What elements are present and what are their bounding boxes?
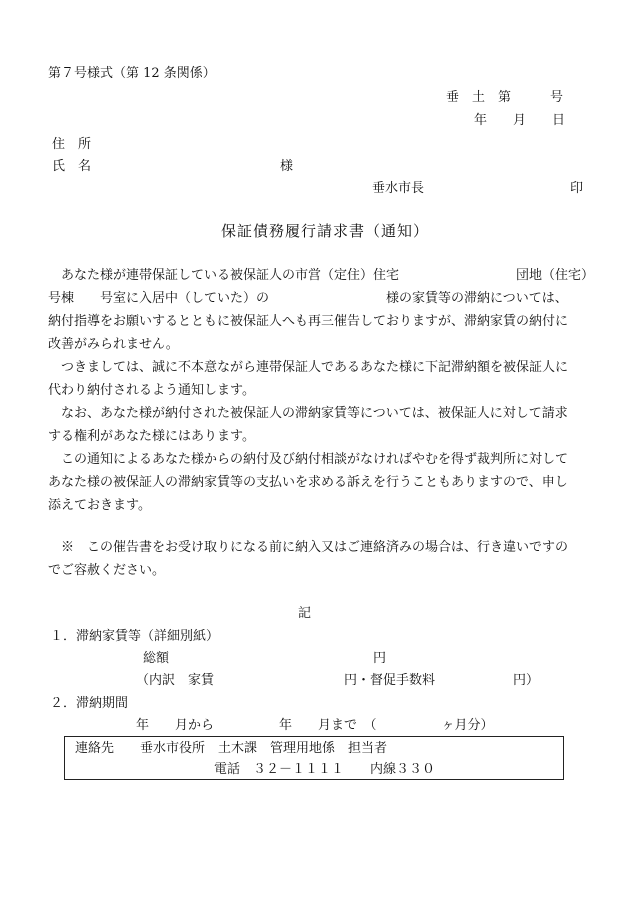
body-line: 改善がみられません。 — [48, 337, 179, 352]
form-number: 第７号様式（第 12 条関係） — [48, 66, 216, 81]
body-line: なお、あなた様が納付された被保証人の滞納家賃等については、被保証人に対して請求 — [48, 406, 568, 421]
body-line: あなた様が連帯保証している被保証人の市営（定住）住宅 団地（住宅） — [48, 268, 595, 283]
body-line: する権利があなた様にはあります。 — [48, 429, 255, 444]
item-period: ２．滞納期間 — [50, 696, 129, 711]
honorific-sama: 様 — [280, 159, 294, 174]
document-title: 保証債務履行請求書（通知） — [221, 222, 430, 240]
body-line: 代わり納付されるよう通知します。 — [48, 383, 255, 398]
issue-date: 年 月 日 — [474, 113, 566, 128]
notice-line: でご容赦ください。 — [48, 563, 166, 578]
body-line: 納付指導をお願いするとともに被保証人へも再三催告しておりますが、滞納家賃の納付に — [48, 314, 569, 329]
sender-name: 垂水市長 — [372, 181, 425, 196]
seal-mark: 印 — [570, 181, 584, 196]
notice-line: ※ この催告書をお受け取りになる前に納入又はご連絡済みの場合は、行き違いですの — [48, 540, 569, 555]
contact-phone: 電話 ３２－１１１１ 内線３３０ — [214, 762, 436, 777]
document-reference-number: 垂 土 第 号 — [446, 90, 564, 105]
name-label: 氏 名 — [52, 159, 92, 174]
total-unit: 円 — [373, 651, 387, 666]
breakdown-line: （内訳 家賃 円・督促手数料 円） — [136, 673, 540, 688]
period-line: 年 月から 年 月まで （ ヶ月分） — [136, 718, 494, 733]
body-line: つきましては、誠に不本意ながら連帯保証人であるあなた様に下記滞納額を被保証人に — [48, 360, 569, 375]
notice-text — [48, 536, 600, 582]
ki-heading: 記 — [298, 606, 312, 621]
total-label: 総額 — [143, 651, 170, 666]
body-line: あなた様の被保証人の滞納家賃等の支払いを求める訴えを行うこともありますので、申し — [48, 475, 568, 490]
body-line: 号棟 号室に入居中（していた）の 様の家賃等の滞納については、 — [48, 291, 568, 306]
contact-line: 連絡先 垂水市役所 土木課 管理用地係 担当者 — [75, 741, 388, 756]
item-arrears: １．滞納家賃等（詳細別紙） — [50, 629, 220, 644]
body-line: 添えておきます。 — [48, 498, 151, 513]
body-line: この通知によるあなた様からの納付及び納付相談がなければやむを得ず裁判所に対して — [48, 452, 569, 467]
address-label: 住 所 — [52, 137, 92, 152]
body-text — [48, 264, 600, 517]
